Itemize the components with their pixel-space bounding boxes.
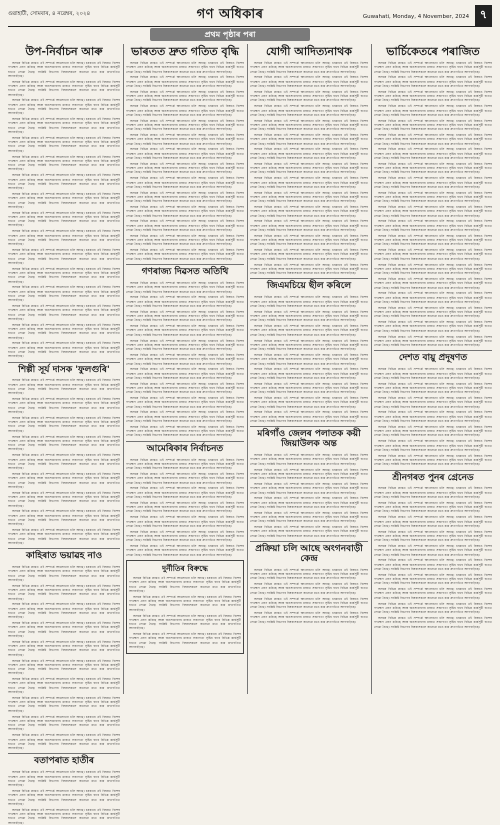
article-body: অসমৰ বিভিন্ন প্ৰান্তত এই সম্পৰ্কে আলোচনা চলি আছে। চৰকাৰে এই বিষয়ত বিশেষ পদক্ষেপ গ্ৰহণ কৰিছে আৰু জনসাধাৰণৰ মাজত সজাগতা সৃষ্টিৰ বাবে বিভিন্ন কাৰ্যসূচী হাতত লোৱা হৈছে। সংশ্লিষ্ট বিভাগৰ বিষয়াসকলে জনোৱা মতে কাম দ্ৰুতগতিত আগবাঢ়িছে। অসমৰ বিভিন্ন প্ৰান্তত এই সম্পৰ্কে আলোচনা চলি আছে। চৰকাৰে এই বিষয়ত বিশেষ পদক্ষেপ গ্ৰহণ কৰিছে আৰু জনসাধাৰণৰ মাজত সজাগতা সৃষ্টিৰ বাবে বিভিন্ন কাৰ্যসূচী হাতত লোৱা হৈছে। সংশ্লিষ্ট বিভাগৰ বিষয়াসকলে জনোৱা মতে কাম দ্ৰুতগতিত আগবাঢ়িছে। অসমৰ বিভিন্ন প্ৰান্তত এই সম্পৰ্কে আলোচনা চলি আছে। চৰকাৰে এই বিষয়ত বিশেষ পদক্ষেপ গ্ৰহণ কৰিছে আৰু জনসাধাৰণৰ মাজত সজাগতা সৃষ্টিৰ বাবে বিভিন্ন কাৰ্যসূচী হাতত লোৱা হৈছে। সংশ্লিষ্ট বিভাগৰ বিষয়াসকলে জনোৱা মতে কাম দ্ৰুতগতিত আগবাঢ়িছে। অসমৰ বিভিন্ন প্ৰান্তত এই সম্পৰ্কে আলোচনা চলি আছে। চৰকাৰে এই বিষয়ত বিশেষ পদক্ষেপ গ্ৰহণ কৰিছে আৰু জনসাধাৰণৰ মাজত সজাগতা সৃষ্টিৰ বাবে বিভিন্ন কাৰ্যসূচী হাতত লোৱা হৈছে। সংশ্লিষ্ট বিভাগৰ বিষয়াসকলে জনোৱা মতে কাম দ্ৰুতগতিত আগবাঢ়িছে। অসমৰ বিভিন্ন প্ৰান্তত এই সম্পৰ্কে আলোচনা চলি আছে। চৰকাৰে এই বিষয়ত বিশেষ পদক্ষেপ গ্ৰহণ কৰিছে আৰু জনসাধাৰণৰ মাজত সজাগতা সৃষ্টিৰ বাবে বিভিন্ন কাৰ্যসূচী হাতত লোৱা হৈছে। সংশ্লিষ্ট বিভাগৰ বিষয়াসকলে জনোৱা মতে কাম দ্ৰুতগতিত আগবাঢ়িছে। অসমৰ বিভিন্ন প্ৰান্তত এই সম্পৰ্কে আলোচনা চলি আছে। চৰকাৰে এই বিষয়ত বিশেষ পদক্ষেপ গ্ৰহণ কৰিছে আৰু জনসাধাৰণৰ মাজত সজাগতা সৃষ্টিৰ বাবে বিভিন্ন কাৰ্যসূচী হাতত লোৱা হৈছে। সংশ্লিষ্ট বিভাগৰ বিষয়াসকলে জনোৱা মতে কাম দ্ৰুতগতিত আগবাঢ়িছে। অসমৰ বিভিন্ন প্ৰান্তত এই সম্পৰ্কে আলোচনা চলি আছে। চৰকাৰে এই বিষয়ত বিশেষ পদক্ষেপ গ্ৰহণ কৰিছে আৰু জনসাধাৰণৰ মাজত সজাগতা সৃষ্টিৰ বাবে বিভিন্ন কাৰ্যসূচী হাতত লোৱা হৈছে। সংশ্লিষ্ট বিভাগৰ বিষয়াসকলে জনোৱা মতে কাম দ্ৰুতগতিত আগবাঢ়িছে। অসমৰ বিভিন্ন প্ৰান্তত এই সম্পৰ্কে আলোচনা চলি আছে। চৰকাৰে এই বিষয়ত বিশেষ পদক্ষেপ গ্ৰহণ কৰিছে আৰু জনসাধাৰণৰ মাজত সজাগতা সৃষ্টিৰ বাবে বিভিন্ন কাৰ্যসূচী হাতত লোৱা হৈছে। সংশ্লিষ্ট বিভাগৰ বিষয়াসকলে জনোৱা মতে কাম দ্ৰুতগতিত আগবাঢ়িছে। অসমৰ বিভিন্ন প্ৰান্তত এই সম্পৰ্কে আলোচনা চলি আছে। চৰকাৰে এই বিষয়ত বিশেষ পদক্ষেপ গ্ৰহণ কৰিছে আৰু জনসাধাৰণৰ মাজত সজাগতা সৃষ্টিৰ বাবে বিভিন্ন কাৰ্যসূচী হাতত লোৱা হৈছে। সংশ্লিষ্ট বিভাগৰ বিষয়াসকলে জনোৱা মতে কাম দ্ৰুতগতিত আগবাঢ়িছে। অসমৰ বিভিন্ন প্ৰান্তত এই সম্পৰ্কে আলোচনা চলি আছে। চৰকাৰে এই বিষয়ত বিশেষ পদক্ষেপ গ্ৰহণ কৰিছে আৰু জনসাধাৰণৰ মাজত সজাগতা সৃষ্টিৰ বাবে বিভিন্ন কাৰ্যসূচী হাতত লোৱা হৈছে। সংশ্লিষ্ট বিভাগৰ বিষয়াসকলে জনোৱা মতে কাম দ্ৰুতগতিত আগবাঢ়িছে। অসমৰ বিভিন্ন প্ৰান্তত এই সম্পৰ্কে আলোচনা চলি আছে। চৰকাৰে এই বিষয়ত বিশেষ পদক্ষেপ গ্ৰহণ কৰিছে আৰু জনসাধাৰণৰ মাজত সজাগতা সৃষ্টিৰ বাবে বিভিন্ন কাৰ্যসূচী হাতত লোৱা হৈছে। সংশ্লিষ্ট বিভাগৰ বিষয়াসকলে জনোৱা মতে কাম দ্ৰুতগতিত আগবাঢ়িছে। অসমৰ বিভিন্ন প্ৰান্তত এই সম্পৰ্কে আলোচনা চলি আছে। চৰকাৰে এই বিষয়ত বিশেষ পদক্ষেপ গ্ৰহণ কৰিছে আৰু জনসাধাৰণৰ মাজত সজাগতা সৃষ্টিৰ বাবে বিভিন্ন কাৰ্যসূচী হাতত লোৱা হৈছে। সংশ্লিষ্ট বিভাগৰ বিষয়াসকলে জনোৱা মতে কাম দ্ৰুতগতিত আগবাঢ়িছে। অসমৰ বিভিন্ন প্ৰান্তত এই সম্পৰ্কে আলোচনা চলি আছে। চৰকাৰে এই বিষয়ত বিশেষ পদক্ষেপ গ্ৰহণ কৰিছে আৰু জনসাধাৰণৰ মাজত সজাগতা সৃষ্টিৰ বাবে বিভিন্ন কাৰ্যসূচী হাতত লোৱা হৈছে। সংশ্লিষ্ট বিভাগৰ বিষয়াসকলে জনোৱা মতে কাম দ্ৰুতগতিত আগবাঢ়িছে। অসমৰ বিভিন্ন প্ৰান্তত এই সম্পৰ্কে আলোচনা চলি আছে। চৰকাৰে এই বিষয়ত বিশেষ পদক্ষেপ গ্ৰহণ কৰিছে আৰু জনসাধাৰণৰ মাজত সজাগতা সৃষ্টিৰ বাবে বিভিন্ন কাৰ্যসূচী হাতত লোৱা হৈছে। সংশ্লিষ্ট বিভাগৰ বিষয়াসকলে জনোৱা মতে কাম দ্ৰুতগতিত আগবাঢ়িছে। অসমৰ বিভিন্ন প্ৰান্তত এই সম্পৰ্কে আলোচনা চলি আছে। চৰকাৰে এই বিষয়ত বিশেষ পদক্ষেপ গ্ৰহণ কৰিছে আৰু জনসাধাৰণৰ মাজত সজাগতা সৃষ্টিৰ বাবে বিভিন্ন কাৰ্যসূচী হাতত লোৱা হৈছে। সংশ্লিষ্ট বিভাগৰ বিষয়াসকলে জনোৱা মতে কাম দ্ৰুতগতিত আগবাঢ়িছে। অসমৰ বিভিন্ন প্ৰান্তত এই সম্পৰ্কে আলোচনা চলি আছে। চৰকাৰে এই বিষয়ত বিশেষ পদক্ষেপ গ্ৰহণ কৰিছে আৰু জনসাধাৰণৰ মাজত সজাগতা সৃষ্টিৰ বাবে বিভিন্ন কাৰ্যসূচী হাতত লোৱা হৈছে। সংশ্লিষ্ট বিভাগৰ বিষয়াসকলে জনোৱা মতে কাম দ্ৰুতগতিত আগবাঢ়িছে। অসমৰ বিভিন্ন প্ৰান্তত এই সম্পৰ্কে আলোচনা চলি আছে। চৰকাৰে এই বিষয়ত বিশেষ পদক্ষেপ গ্ৰহণ কৰিছে আৰু জনসাধাৰণৰ মাজত সজাগতা সৃষ্টিৰ বাবে বিভিন্ন কাৰ্যসূচী হাতত লোৱা হৈছে। সংশ্লিষ্ট বিভাগৰ বিষয়াসকলে জনোৱা মতে কাম দ্ৰুতগতিত আগবাঢ়িছে। অসমৰ বিভিন্ন প্ৰান্তত এই সম্পৰ্কে আলোচনা চলি আছে। চৰকাৰে এই বিষয়ত বিশেষ পদক্ষেপ গ্ৰহণ কৰিছে আৰু জনসাধাৰণৰ মাজত সজাগতা সৃষ্টিৰ বাবে বিভিন্ন কাৰ্যসূচী হাতত লোৱা হৈছে। সংশ্লিষ্ট বিভাগৰ বিষয়াসকলে জনোৱা মতে কাম দ্ৰুতগতিত আগবাঢ়িছে। অসমৰ বিভিন্ন প্ৰান্তত এই সম্পৰ্কে আলোচনা চলি আছে। চৰকাৰে এই বিষয়ত বিশেষ পদক্ষেপ গ্ৰহণ কৰিছে আৰু জনসাধাৰণৰ মাজত সজাগতা সৃষ্টিৰ বাবে বিভিন্ন কাৰ্যসূচী হাতত লোৱা হৈছে। সংশ্লিষ্ট বিভাগৰ বিষয়াসকলে জনোৱা মতে কাম দ্ৰুতগতিত আগবাঢ়িছে। অসমৰ বিভিন্ন প্ৰান্তত এই সম্পৰ্কে আলোচনা চলি আছে। চৰকাৰে এই বিষয়ত বিশেষ পদক্ষেপ গ্ৰহণ কৰিছে আৰু জনসাধাৰণৰ মাজত সজাগতা সৃষ্টিৰ বাবে বিভিন্ন কাৰ্যসূচী হাতত লোৱা হৈছে। সংশ্লিষ্ট বিভাগৰ বিষয়াসকলে জনোৱা মতে কাম দ্ৰুতগতিত আগবাঢ়িছে।: [374, 61, 492, 348]
article-body: অসমৰ বিভিন্ন প্ৰান্তত এই সম্পৰ্কে আলোচনা চলি আছে। চৰকাৰে এই বিষয়ত বিশেষ পদক্ষেপ গ্ৰহণ কৰিছে আৰু জনসাধাৰণৰ মাজত সজাগতা সৃষ্টিৰ বাবে বিভিন্ন কাৰ্যসূচী হাতত লোৱা হৈছে। সংশ্লিষ্ট বিভাগৰ বিষয়াসকলে জনোৱা মতে কাম দ্ৰুতগতিত আগবাঢ়িছে। অসমৰ বিভিন্ন প্ৰান্তত এই সম্পৰ্কে আলোচনা চলি আছে। চৰকাৰে এই বিষয়ত বিশেষ পদক্ষেপ গ্ৰহণ কৰিছে আৰু জনসাধাৰণৰ মাজত সজাগতা সৃষ্টিৰ বাবে বিভিন্ন কাৰ্যসূচী হাতত লোৱা হৈছে। সংশ্লিষ্ট বিভাগৰ বিষয়াসকলে জনোৱা মতে কাম দ্ৰুতগতিত আগবাঢ়িছে। অসমৰ বিভিন্ন প্ৰান্তত এই সম্পৰ্কে আলোচনা চলি আছে। চৰকাৰে এই বিষয়ত বিশেষ পদক্ষেপ গ্ৰহণ কৰিছে আৰু জনসাধাৰণৰ মাজত সজাগতা সৃষ্টিৰ বাবে বিভিন্ন কাৰ্যসূচী হাতত লোৱা হৈছে। সংশ্লিষ্ট বিভাগৰ বিষয়াসকলে জনোৱা মতে কাম দ্ৰুতগতিত আগবাঢ়িছে। অসমৰ বিভিন্ন প্ৰান্তত এই সম্পৰ্কে আলোচনা চলি আছে। চৰকাৰে এই বিষয়ত বিশেষ পদক্ষেপ গ্ৰহণ কৰিছে আৰু জনসাধাৰণৰ মাজত সজাগতা সৃষ্টিৰ বাবে বিভিন্ন কাৰ্যসূচী হাতত লোৱা হৈছে। সংশ্লিষ্ট বিভাগৰ বিষয়াসকলে জনোৱা মতে কাম দ্ৰুতগতিত আগবাঢ়িছে। অসমৰ বিভিন্ন প্ৰান্তত এই সম্পৰ্কে আলোচনা চলি আছে। চৰকাৰে এই বিষয়ত বিশেষ পদক্ষেপ গ্ৰহণ কৰিছে আৰু জনসাধাৰণৰ মাজত সজাগতা সৃষ্টিৰ বাবে বিভিন্ন কাৰ্যসূচী হাতত লোৱা হৈছে। সংশ্লিষ্ট বিভাগৰ বিষয়াসকলে জনোৱা মতে কাম দ্ৰুতগতিত আগবাঢ়িছে। অসমৰ বিভিন্ন প্ৰান্তত এই সম্পৰ্কে আলোচনা চলি আছে। চৰকাৰে এই বিষয়ত বিশেষ পদক্ষেপ গ্ৰহণ কৰিছে আৰু জনসাধাৰণৰ মাজত সজাগতা সৃষ্টিৰ বাবে বিভিন্ন কাৰ্যসূচী হাতত লোৱা হৈছে। সংশ্লিষ্ট বিভাগৰ বিষয়াসকলে জনোৱা মতে কাম দ্ৰুতগতিত আগবাঢ়িছে। অসমৰ বিভিন্ন প্ৰান্তত এই সম্পৰ্কে আলোচনা চলি আছে। চৰকাৰে এই বিষয়ত বিশেষ পদক্ষেপ গ্ৰহণ কৰিছে আৰু জনসাধাৰণৰ মাজত সজাগতা সৃষ্টিৰ বাবে বিভিন্ন কাৰ্যসূচী হাতত লোৱা হৈছে। সংশ্লিষ্ট বিভাগৰ বিষয়াসকলে জনোৱা মতে কাম দ্ৰুতগতিত আগবাঢ়িছে। অসমৰ বিভিন্ন প্ৰান্তত এই সম্পৰ্কে আলোচনা চলি আছে। চৰকাৰে এই বিষয়ত বিশেষ পদক্ষেপ গ্ৰহণ কৰিছে আৰু জনসাধাৰণৰ মাজত সজাগতা সৃষ্টিৰ বাবে বিভিন্ন কাৰ্যসূচী হাতত লোৱা হৈছে। সংশ্লিষ্ট বিভাগৰ বিষয়াসকলে জনোৱা মতে কাম দ্ৰুতগতিত আগবাঢ়িছে। অসমৰ বিভিন্ন প্ৰান্তত এই সম্পৰ্কে আলোচনা চলি আছে। চৰকাৰে এই বিষয়ত বিশেষ পদক্ষেপ গ্ৰহণ কৰিছে আৰু জনসাধাৰণৰ মাজত সজাগতা সৃষ্টিৰ বাবে বিভিন্ন কাৰ্যসূচী হাতত লোৱা হৈছে। সংশ্লিষ্ট বিভাগৰ বিষয়াসকলে জনোৱা মতে কাম দ্ৰুতগতিত আগবাঢ়িছে। অসমৰ বিভিন্ন প্ৰান্তত এই সম্পৰ্কে আলোচনা চলি আছে। চৰকাৰে এই বিষয়ত বিশেষ পদক্ষেপ গ্ৰহণ কৰিছে আৰু জনসাধাৰণৰ মাজত সজাগতা সৃষ্টিৰ বাবে বিভিন্ন কাৰ্যসূচী হাতত লোৱা হৈছে। সংশ্লিষ্ট বিভাগৰ বিষয়াসকলে জনোৱা মতে কাম দ্ৰুতগতিত আগবাঢ়িছে। অসমৰ বিভিন্ন প্ৰান্তত এই সম্পৰ্কে আলোচনা চলি আছে। চৰকাৰে এই বিষয়ত বিশেষ পদক্ষেপ গ্ৰহণ কৰিছে আৰু জনসাধাৰণৰ মাজত সজাগতা সৃষ্টিৰ বাবে বিভিন্ন কাৰ্যসূচী হাতত লোৱা হৈছে। সংশ্লিষ্ট বিভাগৰ বিষয়াসকলে জনোৱা মতে কাম দ্ৰুতগতিত আগবাঢ়িছে। অসমৰ বিভিন্ন প্ৰান্তত এই সম্পৰ্কে আলোচনা চলি আছে। চৰকাৰে এই বিষয়ত বিশেষ পদক্ষেপ গ্ৰহণ কৰিছে আৰু জনসাধাৰণৰ মাজত সজাগতা সৃষ্টিৰ বাবে বিভিন্ন কাৰ্যসূচী হাতত লোৱা হৈছে। সংশ্লিষ্ট বিভাগৰ বিষয়াসকলে জনোৱা মতে কাম দ্ৰুতগতিত আগবাঢ়িছে। অসমৰ বিভিন্ন প্ৰান্তত এই সম্পৰ্কে আলোচনা চলি আছে। চৰকাৰে এই বিষয়ত বিশেষ পদক্ষেপ গ্ৰহণ কৰিছে আৰু জনসাধাৰণৰ মাজত সজাগতা সৃষ্টিৰ বাবে বিভিন্ন কাৰ্যসূচী হাতত লোৱা হৈছে। সংশ্লিষ্ট বিভাগৰ বিষয়াসকলে জনোৱা মতে কাম দ্ৰুতগতিত আগবাঢ়িছে। অসমৰ বিভিন্ন প্ৰান্তত এই সম্পৰ্কে আলোচনা চলি আছে। চৰকাৰে এই বিষয়ত বিশেষ পদক্ষেপ গ্ৰহণ কৰিছে আৰু জনসাধাৰণৰ মাজত সজাগতা সৃষ্টিৰ বাবে বিভিন্ন কাৰ্যসূচী হাতত লোৱা হৈছে। সংশ্লিষ্ট বিভাগৰ বিষয়াসকলে জনোৱা মতে কাম দ্ৰুতগতিত আগবাঢ়িছে।: [126, 61, 244, 261]
headline-defeated: ভাৰ্চিকেতৰে পৰাজিত: [386, 45, 480, 58]
article-body: অসমৰ বিভিন্ন প্ৰান্তত এই সম্পৰ্কে আলোচনা চলি আছে। চৰকাৰে এই বিষয়ত বিশেষ পদক্ষেপ গ্ৰহণ কৰিছে আৰু জনসাধাৰণৰ মাজত সজাগতা সৃষ্টিৰ বাবে বিভিন্ন কাৰ্যসূচী হাতত লোৱা হৈছে। সংশ্লিষ্ট বিভাগৰ বিষয়াসকলে জনোৱা মতে কাম দ্ৰুতগতিত আগবাঢ়িছে। অসমৰ বিভিন্ন প্ৰান্তত এই সম্পৰ্কে আলোচনা চলি আছে। চৰকাৰে এই বিষয়ত বিশেষ পদক্ষেপ গ্ৰহণ কৰিছে আৰু জনসাধাৰণৰ মাজত সজাগতা সৃষ্টিৰ বাবে বিভিন্ন কাৰ্যসূচী হাতত লোৱা হৈছে। সংশ্লিষ্ট বিভাগৰ বিষয়াসকলে জনোৱা মতে কাম দ্ৰুতগতিত আগবাঢ়িছে। অসমৰ বিভিন্ন প্ৰান্তত এই সম্পৰ্কে আলোচনা চলি আছে। চৰকাৰে এই বিষয়ত বিশেষ পদক্ষেপ গ্ৰহণ কৰিছে আৰু জনসাধাৰণৰ মাজত সজাগতা সৃষ্টিৰ বাবে বিভিন্ন কাৰ্যসূচী হাতত লোৱা হৈছে। সংশ্লিষ্ট বিভাগৰ বিষয়াসকলে জনোৱা মতে কাম দ্ৰুতগতিত আগবাঢ়িছে। অসমৰ বিভিন্ন প্ৰান্তত এই সম্পৰ্কে আলোচনা চলি আছে। চৰকাৰে এই বিষয়ত বিশেষ পদক্ষেপ গ্ৰহণ কৰিছে আৰু জনসাধাৰণৰ মাজত সজাগতা সৃষ্টিৰ বাবে বিভিন্ন কাৰ্যসূচী হাতত লোৱা হৈছে। সংশ্লিষ্ট বিভাগৰ বিষয়াসকলে জনোৱা মতে কাম দ্ৰুতগতিত আগবাঢ়িছে। অসমৰ বিভিন্ন প্ৰান্তত এই সম্পৰ্কে আলোচনা চলি আছে। চৰকাৰে এই বিষয়ত বিশেষ পদক্ষেপ গ্ৰহণ কৰিছে আৰু জনসাধাৰণৰ মাজত সজাগতা সৃষ্টিৰ বাবে বিভিন্ন কাৰ্যসূচী হাতত লোৱা হৈছে। সংশ্লিষ্ট বিভাগৰ বিষয়াসকলে জনোৱা মতে কাম দ্ৰুতগতিত আগবাঢ়িছে। অসমৰ বিভিন্ন প্ৰান্তত এই সম্পৰ্কে আলোচনা চলি আছে। চৰকাৰে এই বিষয়ত বিশেষ পদক্ষেপ গ্ৰহণ কৰিছে আৰু জনসাধাৰণৰ মাজত সজাগতা সৃষ্টিৰ বাবে বিভিন্ন কাৰ্যসূচী হাতত লোৱা হৈছে। সংশ্লিষ্ট বিভাগৰ বিষয়াসকলে জনোৱা মতে কাম দ্ৰুতগতিত আগবাঢ়িছে। অসমৰ বিভিন্ন প্ৰান্তত এই সম্পৰ্কে আলোচনা চলি আছে। চৰকাৰে এই বিষয়ত বিশেষ পদক্ষেপ গ্ৰহণ কৰিছে আৰু জনসাধাৰণৰ মাজত সজাগতা সৃষ্টিৰ বাবে বিভিন্ন কাৰ্যসূচী হাতত লোৱা হৈছে। সংশ্লিষ্ট বিভাগৰ বিষয়াসকলে জনোৱা মতে কাম দ্ৰুতগতিত আগবাঢ়িছে। অসমৰ বিভিন্ন প্ৰান্তত এই সম্পৰ্কে আলোচনা চলি আছে। চৰকাৰে এই বিষয়ত বিশেষ পদক্ষেপ গ্ৰহণ কৰিছে আৰু জনসাধাৰণৰ মাজত সজাগতা সৃষ্টিৰ বাবে বিভিন্ন কাৰ্যসূচী হাতত লোৱা হৈছে। সংশ্লিষ্ট বিভাগৰ বিষয়াসকলে জনোৱা মতে কাম দ্ৰুতগতিত আগবাঢ়িছে। অসমৰ বিভিন্ন প্ৰান্তত এই সম্পৰ্কে আলোচনা চলি আছে। চৰকাৰে এই বিষয়ত বিশেষ পদক্ষেপ গ্ৰহণ কৰিছে আৰু জনসাধাৰণৰ মাজত সজাগতা সৃষ্টিৰ বাবে বিভিন্ন কাৰ্যসূচী হাতত লোৱা হৈছে। সংশ্লিষ্ট বিভাগৰ বিষয়াসকলে জনোৱা মতে কাম দ্ৰুতগতিত আগবাঢ়িছে।: [250, 295, 368, 424]
divider: [374, 350, 492, 351]
boxed-article: [126, 560, 244, 654]
column-3: [250, 44, 368, 694]
headline-boat: কাহিৰাত ভয়াৱহ নাও: [25, 551, 103, 562]
column-rule: [371, 44, 372, 694]
article-body: অসমৰ বিভিন্ন প্ৰান্তত এই সম্পৰ্কে আলোচনা চলি আছে। চৰকাৰে এই বিষয়ত বিশেষ পদক্ষেপ গ্ৰহণ কৰিছে আৰু জনসাধাৰণৰ মাজত সজাগতা সৃষ্টিৰ বাবে বিভিন্ন কাৰ্যসূচী হাতত লোৱা হৈছে। সংশ্লিষ্ট বিভাগৰ বিষয়াসকলে জনোৱা মতে কাম দ্ৰুতগতিত আগবাঢ়িছে। অসমৰ বিভিন্ন প্ৰান্তত এই সম্পৰ্কে আলোচনা চলি আছে। চৰকাৰে এই বিষয়ত বিশেষ পদক্ষেপ গ্ৰহণ কৰিছে আৰু জনসাধাৰণৰ মাজত সজাগতা সৃষ্টিৰ বাবে বিভিন্ন কাৰ্যসূচী হাতত লোৱা হৈছে। সংশ্লিষ্ট বিভাগৰ বিষয়াসকলে জনোৱা মতে কাম দ্ৰুতগতিত আগবাঢ়িছে। অসমৰ বিভিন্ন প্ৰান্তত এই সম্পৰ্কে আলোচনা চলি আছে। চৰকাৰে এই বিষয়ত বিশেষ পদক্ষেপ গ্ৰহণ কৰিছে আৰু জনসাধাৰণৰ মাজত সজাগতা সৃষ্টিৰ বাবে বিভিন্ন কাৰ্যসূচী হাতত লোৱা হৈছে। সংশ্লিষ্ট বিভাগৰ বিষয়াসকলে জনোৱা মতে কাম দ্ৰুতগতিত আগবাঢ়িছে।: [8, 770, 120, 825]
headline-by-election: উপ-নিৰ্বাচন আৰু: [25, 45, 103, 58]
column-rule: [247, 44, 248, 694]
article-body: অসমৰ বিভিন্ন প্ৰান্তত এই সম্পৰ্কে আলোচনা চলি আছে। চৰকাৰে এই বিষয়ত বিশেষ পদক্ষেপ গ্ৰহণ কৰিছে আৰু জনসাধাৰণৰ মাজত সজাগতা সৃষ্টিৰ বাবে বিভিন্ন কাৰ্যসূচী হাতত লোৱা হৈছে। সংশ্লিষ্ট বিভাগৰ বিষয়াসকলে জনোৱা মতে কাম দ্ৰুতগতিত আগবাঢ়িছে। অসমৰ বিভিন্ন প্ৰান্তত এই সম্পৰ্কে আলোচনা চলি আছে। চৰকাৰে এই বিষয়ত বিশেষ পদক্ষেপ গ্ৰহণ কৰিছে আৰু জনসাধাৰণৰ মাজত সজাগতা সৃষ্টিৰ বাবে বিভিন্ন কাৰ্যসূচী হাতত লোৱা হৈছে। সংশ্লিষ্ট বিভাগৰ বিষয়াসকলে জনোৱা মতে কাম দ্ৰুতগতিত আগবাঢ়িছে। অসমৰ বিভিন্ন প্ৰান্তত এই সম্পৰ্কে আলোচনা চলি আছে। চৰকাৰে এই বিষয়ত বিশেষ পদক্ষেপ গ্ৰহণ কৰিছে আৰু জনসাধাৰণৰ মাজত সজাগতা সৃষ্টিৰ বাবে বিভিন্ন কাৰ্যসূচী হাতত লোৱা হৈছে। সংশ্লিষ্ট বিভাগৰ বিষয়াসকলে জনোৱা মতে কাম দ্ৰুতগতিত আগবাঢ়িছে। অসমৰ বিভিন্ন প্ৰান্তত এই সম্পৰ্কে আলোচনা চলি আছে। চৰকাৰে এই বিষয়ত বিশেষ পদক্ষেপ গ্ৰহণ কৰিছে আৰু জনসাধাৰণৰ মাজত সজাগতা সৃষ্টিৰ বাবে বিভিন্ন কাৰ্যসূচী হাতত লোৱা হৈছে। সংশ্লিষ্ট বিভাগৰ বিষয়াসকলে জনোৱা মতে কাম দ্ৰুতগতিত আগবাঢ়িছে। অসমৰ বিভিন্ন প্ৰান্তত এই সম্পৰ্কে আলোচনা চলি আছে। চৰকাৰে এই বিষয়ত বিশেষ পদক্ষেপ গ্ৰহণ কৰিছে আৰু জনসাধাৰণৰ মাজত সজাগতা সৃষ্টিৰ বাবে বিভিন্ন কাৰ্যসূচী হাতত লোৱা হৈছে। সংশ্লিষ্ট বিভাগৰ বিষয়াসকলে জনোৱা মতে কাম দ্ৰুতগতিত আগবাঢ়িছে। অসমৰ বিভিন্ন প্ৰান্তত এই সম্পৰ্কে আলোচনা চলি আছে। চৰকাৰে এই বিষয়ত বিশেষ পদক্ষেপ গ্ৰহণ কৰিছে আৰু জনসাধাৰণৰ মাজত সজাগতা সৃষ্টিৰ বাবে বিভিন্ন কাৰ্যসূচী হাতত লোৱা হৈছে। সংশ্লিষ্ট বিভাগৰ বিষয়াসকলে জনোৱা মতে কাম দ্ৰুতগতিত আগবাঢ়িছে। অসমৰ বিভিন্ন প্ৰান্তত এই সম্পৰ্কে আলোচনা চলি আছে। চৰকাৰে এই বিষয়ত বিশেষ পদক্ষেপ গ্ৰহণ কৰিছে আৰু জনসাধাৰণৰ মাজত সজাগতা সৃষ্টিৰ বাবে বিভিন্ন কাৰ্যসূচী হাতত লোৱা হৈছে। সংশ্লিষ্ট বিভাগৰ বিষয়াসকলে জনোৱা মতে কাম দ্ৰুতগতিত আগবাঢ়িছে। অসমৰ বিভিন্ন প্ৰান্তত এই সম্পৰ্কে আলোচনা চলি আছে। চৰকাৰে এই বিষয়ত বিশেষ পদক্ষেপ গ্ৰহণ কৰিছে আৰু জনসাধাৰণৰ মাজত সজাগতা সৃষ্টিৰ বাবে বিভিন্ন কাৰ্যসূচী হাতত লোৱা হৈছে। সংশ্লিষ্ট বিভাগৰ বিষয়াসকলে জনোৱা মতে কাম দ্ৰুতগতিত আগবাঢ়িছে। অসমৰ বিভিন্ন প্ৰান্তত এই সম্পৰ্কে আলোচনা চলি আছে। চৰকাৰে এই বিষয়ত বিশেষ পদক্ষেপ গ্ৰহণ কৰিছে আৰু জনসাধাৰণৰ মাজত সজাগতা সৃষ্টিৰ বাবে বিভিন্ন কাৰ্যসূচী হাতত লোৱা হৈছে। সংশ্লিষ্ট বিভাগৰ বিষয়াসকলে জনোৱা মতে কাম দ্ৰুতগতিত আগবাঢ়িছে। অসমৰ বিভিন্ন প্ৰান্তত এই সম্পৰ্কে আলোচনা চলি আছে। চৰকাৰে এই বিষয়ত বিশেষ পদক্ষেপ গ্ৰহণ কৰিছে আৰু জনসাধাৰণৰ মাজত সজাগতা সৃষ্টিৰ বাবে বিভিন্ন কাৰ্যসূচী হাতত লোৱা হৈছে। সংশ্লিষ্ট বিভাগৰ বিষয়াসকলে জনোৱা মতে কাম দ্ৰুতগতিত আগবাঢ়িছে। অসমৰ বিভিন্ন প্ৰান্তত এই সম্পৰ্কে আলোচনা চলি আছে। চৰকাৰে এই বিষয়ত বিশেষ পদক্ষেপ গ্ৰহণ কৰিছে আৰু জনসাধাৰণৰ মাজত সজাগতা সৃষ্টিৰ বাবে বিভিন্ন কাৰ্যসূচী হাতত লোৱা হৈছে। সংশ্লিষ্ট বিভাগৰ বিষয়াসকলে জনোৱা মতে কাম দ্ৰুতগতিত আগবাঢ়িছে। অসমৰ বিভিন্ন প্ৰান্তত এই সম্পৰ্কে আলোচনা চলি আছে। চৰকাৰে এই বিষয়ত বিশেষ পদক্ষেপ গ্ৰহণ কৰিছে আৰু জনসাধাৰণৰ মাজত সজাগতা সৃষ্টিৰ বাবে বিভিন্ন কাৰ্যসূচী হাতত লোৱা হৈছে। সংশ্লিষ্ট বিভাগৰ বিষয়াসকলে জনোৱা মতে কাম দ্ৰুতগতিত আগবাঢ়িছে। অসমৰ বিভিন্ন প্ৰান্তত এই সম্পৰ্কে আলোচনা চলি আছে। চৰকাৰে এই বিষয়ত বিশেষ পদক্ষেপ গ্ৰহণ কৰিছে আৰু জনসাধাৰণৰ মাজত সজাগতা সৃষ্টিৰ বাবে বিভিন্ন কাৰ্যসূচী হাতত লোৱা হৈছে। সংশ্লিষ্ট বিভাগৰ বিষয়াসকলে জনোৱা মতে কাম দ্ৰুতগতিত আগবাঢ়িছে। অসমৰ বিভিন্ন প্ৰান্তত এই সম্পৰ্কে আলোচনা চলি আছে। চৰকাৰে এই বিষয়ত বিশেষ পদক্ষেপ গ্ৰহণ কৰিছে আৰু জনসাধাৰণৰ মাজত সজাগতা সৃষ্টিৰ বাবে বিভিন্ন কাৰ্যসূচী হাতত লোৱা হৈছে। সংশ্লিষ্ট বিভাগৰ বিষয়াসকলে জনোৱা মতে কাম দ্ৰুতগতিত আগবাঢ়িছে। অসমৰ বিভিন্ন প্ৰান্তত এই সম্পৰ্কে আলোচনা চলি আছে। চৰকাৰে এই বিষয়ত বিশেষ পদক্ষেপ গ্ৰহণ কৰিছে আৰু জনসাধাৰণৰ মাজত সজাগতা সৃষ্টিৰ বাবে বিভিন্ন কাৰ্যসূচী হাতত লোৱা হৈছে। সংশ্লিষ্ট বিভাগৰ বিষয়াসকলে জনোৱা মতে কাম দ্ৰুতগতিত আগবাঢ়িছে।: [250, 61, 368, 276]
column-rule: [123, 44, 124, 694]
headline-gmc-seal: জিএমচিয়ে ছীল কৰিলে: [266, 281, 352, 292]
column-4: [374, 44, 492, 694]
headline-prisoner: মৰিগাঁও জেলৰ পলাতক কয়ী জিয়াউলক অন্ত: [257, 429, 361, 450]
article-body: অসমৰ বিভিন্ন প্ৰান্তত এই সম্পৰ্কে আলোচনা চলি আছে। চৰকাৰে এই বিষয়ত বিশেষ পদক্ষেপ গ্ৰহণ কৰিছে আৰু জনসাধাৰণৰ মাজত সজাগতা সৃষ্টিৰ বাবে বিভিন্ন কাৰ্যসূচী হাতত লোৱা হৈছে। সংশ্লিষ্ট বিভাগৰ বিষয়াসকলে জনোৱা মতে কাম দ্ৰুতগতিত আগবাঢ়িছে। অসমৰ বিভিন্ন প্ৰান্তত এই সম্পৰ্কে আলোচনা চলি আছে। চৰকাৰে এই বিষয়ত বিশেষ পদক্ষেপ গ্ৰহণ কৰিছে আৰু জনসাধাৰণৰ মাজত সজাগতা সৃষ্টিৰ বাবে বিভিন্ন কাৰ্যসূচী হাতত লোৱা হৈছে। সংশ্লিষ্ট বিভাগৰ বিষয়াসকলে জনোৱা মতে কাম দ্ৰুতগতিত আগবাঢ়িছে। অসমৰ বিভিন্ন প্ৰান্তত এই সম্পৰ্কে আলোচনা চলি আছে। চৰকাৰে এই বিষয়ত বিশেষ পদক্ষেপ গ্ৰহণ কৰিছে আৰু জনসাধাৰণৰ মাজত সজাগতা সৃষ্টিৰ বাবে বিভিন্ন কাৰ্যসূচী হাতত লোৱা হৈছে। সংশ্লিষ্ট বিভাগৰ বিষয়াসকলে জনোৱা মতে কাম দ্ৰুতগতিত আগবাঢ়িছে। অসমৰ বিভিন্ন প্ৰান্তত এই সম্পৰ্কে আলোচনা চলি আছে। চৰকাৰে এই বিষয়ত বিশেষ পদক্ষেপ গ্ৰহণ কৰিছে আৰু জনসাধাৰণৰ মাজত সজাগতা সৃষ্টিৰ বাবে বিভিন্ন কাৰ্যসূচী হাতত লোৱা হৈছে। সংশ্লিষ্ট বিভাগৰ বিষয়াসকলে জনোৱা মতে কাম দ্ৰুতগতিত আগবাঢ়িছে। অসমৰ বিভিন্ন প্ৰান্তত এই সম্পৰ্কে আলোচনা চলি আছে। চৰকাৰে এই বিষয়ত বিশেষ পদক্ষেপ গ্ৰহণ কৰিছে আৰু জনসাধাৰণৰ মাজত সজাগতা সৃষ্টিৰ বাবে বিভিন্ন কাৰ্যসূচী হাতত লোৱা হৈছে। সংশ্লিষ্ট বিভাগৰ বিষয়াসকলে জনোৱা মতে কাম দ্ৰুতগতিত আগবাঢ়িছে। অসমৰ বিভিন্ন প্ৰান্তত এই সম্পৰ্কে আলোচনা চলি আছে। চৰকাৰে এই বিষয়ত বিশেষ পদক্ষেপ গ্ৰহণ কৰিছে আৰু জনসাধাৰণৰ মাজত সজাগতা সৃষ্টিৰ বাবে বিভিন্ন কাৰ্যসূচী হাতত লোৱা হৈছে। সংশ্লিষ্ট বিভাগৰ বিষয়াসকলে জনোৱা মতে কাম দ্ৰুতগতিত আগবাঢ়িছে। অসমৰ বিভিন্ন প্ৰান্তত এই সম্পৰ্কে আলোচনা চলি আছে। চৰকাৰে এই বিষয়ত বিশেষ পদক্ষেপ গ্ৰহণ কৰিছে আৰু জনসাধাৰণৰ মাজত সজাগতা সৃষ্টিৰ বাবে বিভিন্ন কাৰ্যসূচী হাতত লোৱা হৈছে। সংশ্লিষ্ট বিভাগৰ বিষয়াসকলে জনোৱা মতে কাম দ্ৰুতগতিত আগবাঢ়িছে। অসমৰ বিভিন্ন প্ৰান্তত এই সম্পৰ্কে আলোচনা চলি আছে। চৰকাৰে এই বিষয়ত বিশেষ পদক্ষেপ গ্ৰহণ কৰিছে আৰু জনসাধাৰণৰ মাজত সজাগতা সৃষ্টিৰ বাবে বিভিন্ন কাৰ্যসূচী হাতত লোৱা হৈছে। সংশ্লিষ্ট বিভাগৰ বিষয়াসকলে জনোৱা মতে কাম দ্ৰুতগতিত আগবাঢ়িছে। অসমৰ বিভিন্ন প্ৰান্তত এই সম্পৰ্কে আলোচনা চলি আছে। চৰকাৰে এই বিষয়ত বিশেষ পদক্ষেপ গ্ৰহণ কৰিছে আৰু জনসাধাৰণৰ মাজত সজাগতা সৃষ্টিৰ বাবে বিভিন্ন কাৰ্যসূচী হাতত লোৱা হৈছে। সংশ্লিষ্ট বিভাগৰ বিষয়াসকলে জনোৱা মতে কাম দ্ৰুতগতিত আগবাঢ়িছে। অসমৰ বিভিন্ন প্ৰান্তত এই সম্পৰ্কে আলোচনা চলি আছে। চৰকাৰে এই বিষয়ত বিশেষ পদক্ষেপ গ্ৰহণ কৰিছে আৰু জনসাধাৰণৰ মাজত সজাগতা সৃষ্টিৰ বাবে বিভিন্ন কাৰ্যসূচী হাতত লোৱা হৈছে। সংশ্লিষ্ট বিভাগৰ বিষয়াসকলে জনোৱা মতে কাম দ্ৰুতগতিত আগবাঢ়িছে।: [374, 486, 492, 629]
masthead-title: গণ অধিকাৰ: [196, 6, 264, 22]
header-date-english-text: Guwahati, Monday, 4 November, 2024: [362, 13, 470, 20]
headline-elephant: বতাপৰাত হাতীৰ: [34, 756, 94, 767]
article-body: অসমৰ বিভিন্ন প্ৰান্তত এই সম্পৰ্কে আলোচনা চলি আছে। চৰকাৰে এই বিষয়ত বিশেষ পদক্ষেপ গ্ৰহণ কৰিছে আৰু জনসাধাৰণৰ মাজত সজাগতা সৃষ্টিৰ বাবে বিভিন্ন কাৰ্যসূচী হাতত লোৱা হৈছে। সংশ্লিষ্ট বিভাগৰ বিষয়াসকলে জনোৱা মতে কাম দ্ৰুতগতিত আগবাঢ়িছে। অসমৰ বিভিন্ন প্ৰান্তত এই সম্পৰ্কে আলোচনা চলি আছে। চৰকাৰে এই বিষয়ত বিশেষ পদক্ষেপ গ্ৰহণ কৰিছে আৰু জনসাধাৰণৰ মাজত সজাগতা সৃষ্টিৰ বাবে বিভিন্ন কাৰ্যসূচী হাতত লোৱা হৈছে। সংশ্লিষ্ট বিভাগৰ বিষয়াসকলে জনোৱা মতে কাম দ্ৰুতগতিত আগবাঢ়িছে। অসমৰ বিভিন্ন প্ৰান্তত এই সম্পৰ্কে আলোচনা চলি আছে। চৰকাৰে এই বিষয়ত বিশেষ পদক্ষেপ গ্ৰহণ কৰিছে আৰু জনসাধাৰণৰ মাজত সজাগতা সৃষ্টিৰ বাবে বিভিন্ন কাৰ্যসূচী হাতত লোৱা হৈছে। সংশ্লিষ্ট বিভাগৰ বিষয়াসকলে জনোৱা মতে কাম দ্ৰুতগতিত আগবাঢ়িছে। অসমৰ বিভিন্ন প্ৰান্তত এই সম্পৰ্কে আলোচনা চলি আছে। চৰকাৰে এই বিষয়ত বিশেষ পদক্ষেপ গ্ৰহণ কৰিছে আৰু জনসাধাৰণৰ মাজত সজাগতা সৃষ্টিৰ বাবে বিভিন্ন কাৰ্যসূচী হাতত লোৱা হৈছে। সংশ্লিষ্ট বিভাগৰ বিষয়াসকলে জনোৱা মতে কাম দ্ৰুতগতিত আগবাঢ়িছে।: [129, 576, 241, 650]
divider: [8, 753, 120, 754]
article-body: অসমৰ বিভিন্ন প্ৰান্তত এই সম্পৰ্কে আলোচনা চলি আছে। চৰকাৰে এই বিষয়ত বিশেষ পদক্ষেপ গ্ৰহণ কৰিছে আৰু জনসাধাৰণৰ মাজত সজাগতা সৃষ্টিৰ বাবে বিভিন্ন কাৰ্যসূচী হাতত লোৱা হৈছে। সংশ্লিষ্ট বিভাগৰ বিষয়াসকলে জনোৱা মতে কাম দ্ৰুতগতিত আগবাঢ়িছে। অসমৰ বিভিন্ন প্ৰান্তত এই সম্পৰ্কে আলোচনা চলি আছে। চৰকাৰে এই বিষয়ত বিশেষ পদক্ষেপ গ্ৰহণ কৰিছে আৰু জনসাধাৰণৰ মাজত সজাগতা সৃষ্টিৰ বাবে বিভিন্ন কাৰ্যসূচী হাতত লোৱা হৈছে। সংশ্লিষ্ট বিভাগৰ বিষয়াসকলে জনোৱা মতে কাম দ্ৰুতগতিত আগবাঢ়িছে। অসমৰ বিভিন্ন প্ৰান্তত এই সম্পৰ্কে আলোচনা চলি আছে। চৰকাৰে এই বিষয়ত বিশেষ পদক্ষেপ গ্ৰহণ কৰিছে আৰু জনসাধাৰণৰ মাজত সজাগতা সৃষ্টিৰ বাবে বিভিন্ন কাৰ্যসূচী হাতত লোৱা হৈছে। সংশ্লিষ্ট বিভাগৰ বিষয়াসকলে জনোৱা মতে কাম দ্ৰুতগতিত আগবাঢ়িছে। অসমৰ বিভিন্ন প্ৰান্তত এই সম্পৰ্কে আলোচনা চলি আছে। চৰকাৰে এই বিষয়ত বিশেষ পদক্ষেপ গ্ৰহণ কৰিছে আৰু জনসাধাৰণৰ মাজত সজাগতা সৃষ্টিৰ বাবে বিভিন্ন কাৰ্যসূচী হাতত লোৱা হৈছে। সংশ্লিষ্ট বিভাগৰ বিষয়াসকলে জনোৱা মতে কাম দ্ৰুতগতিত আগবাঢ়িছে। অসমৰ বিভিন্ন প্ৰান্তত এই সম্পৰ্কে আলোচনা চলি আছে। চৰকাৰে এই বিষয়ত বিশেষ পদক্ষেপ গ্ৰহণ কৰিছে আৰু জনসাধাৰণৰ মাজত সজাগতা সৃষ্টিৰ বাবে বিভিন্ন কাৰ্যসূচী হাতত লোৱা হৈছে। সংশ্লিষ্ট বিভাগৰ বিষয়াসকলে জনোৱা মতে কাম দ্ৰুতগতিত আগবাঢ়িছে। অসমৰ বিভিন্ন প্ৰান্তত এই সম্পৰ্কে আলোচনা চলি আছে। চৰকাৰে এই বিষয়ত বিশেষ পদক্ষেপ গ্ৰহণ কৰিছে আৰু জনসাধাৰণৰ মাজত সজাগতা সৃষ্টিৰ বাবে বিভিন্ন কাৰ্যসূচী হাতত লোৱা হৈছে। সংশ্লিষ্ট বিভাগৰ বিষয়াসকলে জনোৱা মতে কাম দ্ৰুতগতিত আগবাঢ়িছে। অসমৰ বিভিন্ন প্ৰান্তত এই সম্পৰ্কে আলোচনা চলি আছে। চৰকাৰে এই বিষয়ত বিশেষ পদক্ষেপ গ্ৰহণ কৰিছে আৰু জনসাধাৰণৰ মাজত সজাগতা সৃষ্টিৰ বাবে বিভিন্ন কাৰ্যসূচী হাতত লোৱা হৈছে। সংশ্লিষ্ট বিভাগৰ বিষয়াসকলে জনোৱা মতে কাম দ্ৰুতগতিত আগবাঢ়িছে। অসমৰ বিভিন্ন প্ৰান্তত এই সম্পৰ্কে আলোচনা চলি আছে। চৰকাৰে এই বিষয়ত বিশেষ পদক্ষেপ গ্ৰহণ কৰিছে আৰু জনসাধাৰণৰ মাজত সজাগতা সৃষ্টিৰ বাবে বিভিন্ন কাৰ্যসূচী হাতত লোৱা হৈছে। সংশ্লিষ্ট বিভাগৰ বিষয়াসকলে জনোৱা মতে কাম দ্ৰুতগতিত আগবাঢ়িছে। অসমৰ বিভিন্ন প্ৰান্তত এই সম্পৰ্কে আলোচনা চলি আছে। চৰকাৰে এই বিষয়ত বিশেষ পদক্ষেপ গ্ৰহণ কৰিছে আৰু জনসাধাৰণৰ মাজত সজাগতা সৃষ্টিৰ বাবে বিভিন্ন কাৰ্যসূচী হাতত লোৱা হৈছে। সংশ্লিষ্ট বিভাগৰ বিষয়াসকলে জনোৱা মতে কাম দ্ৰুতগতিত আগবাঢ়িছে। অসমৰ বিভিন্ন প্ৰান্তত এই সম্পৰ্কে আলোচনা চলি আছে। চৰকাৰে এই বিষয়ত বিশেষ পদক্ষেপ গ্ৰহণ কৰিছে আৰু জনসাধাৰণৰ মাজত সজাগতা সৃষ্টিৰ বাবে বিভিন্ন কাৰ্যসূচী হাতত লোৱা হৈছে। সংশ্লিষ্ট বিভাগৰ বিষয়াসকলে জনোৱা মতে কাম দ্ৰুতগতিত আগবাঢ়িছে। অসমৰ বিভিন্ন প্ৰান্তত এই সম্পৰ্কে আলোচনা চলি আছে। চৰকাৰে এই বিষয়ত বিশেষ পদক্ষেপ গ্ৰহণ কৰিছে আৰু জনসাধাৰণৰ মাজত সজাগতা সৃষ্টিৰ বাবে বিভিন্ন কাৰ্যসূচী হাতত লোৱা হৈছে। সংশ্লিষ্ট বিভাগৰ বিষয়াসকলে জনোৱা মতে কাম দ্ৰুতগতিত আগবাঢ়িছে। অসমৰ বিভিন্ন প্ৰান্তত এই সম্পৰ্কে আলোচনা চলি আছে। চৰকাৰে এই বিষয়ত বিশেষ পদক্ষেপ গ্ৰহণ কৰিছে আৰু জনসাধাৰণৰ মাজত সজাগতা সৃষ্টিৰ বাবে বিভিন্ন কাৰ্যসূচী হাতত লোৱা হৈছে। সংশ্লিষ্ট বিভাগৰ বিষয়াসকলে জনোৱা মতে কাম দ্ৰুতগতিত আগবাঢ়িছে। অসমৰ বিভিন্ন প্ৰান্তত এই সম্পৰ্কে আলোচনা চলি আছে। চৰকাৰে এই বিষয়ত বিশেষ পদক্ষেপ গ্ৰহণ কৰিছে আৰু জনসাধাৰণৰ মাজত সজাগতা সৃষ্টিৰ বাবে বিভিন্ন কাৰ্যসূচী হাতত লোৱা হৈছে। সংশ্লিষ্ট বিভাগৰ বিষয়াসকলে জনোৱা মতে কাম দ্ৰুতগতিত আগবাঢ়িছে। অসমৰ বিভিন্ন প্ৰান্তত এই সম্পৰ্কে আলোচনা চলি আছে। চৰকাৰে এই বিষয়ত বিশেষ পদক্ষেপ গ্ৰহণ কৰিছে আৰু জনসাধাৰণৰ মাজত সজাগতা সৃষ্টিৰ বাবে বিভিন্ন কাৰ্যসূচী হাতত লোৱা হৈছে। সংশ্লিষ্ট বিভাগৰ বিষয়াসকলে জনোৱা মতে কাম দ্ৰুতগতিত আগবাঢ়িছে। অসমৰ বিভিন্ন প্ৰান্তত এই সম্পৰ্কে আলোচনা চলি আছে। চৰকাৰে এই বিষয়ত বিশেষ পদক্ষেপ গ্ৰহণ কৰিছে আৰু জনসাধাৰণৰ মাজত সজাগতা সৃষ্টিৰ বাবে বিভিন্ন কাৰ্যসূচী হাতত লোৱা হৈছে। সংশ্লিষ্ট বিভাগৰ বিষয়াসকলে জনোৱা মতে কাম দ্ৰুতগতিত আগবাঢ়িছে। অসমৰ বিভিন্ন প্ৰান্তত এই সম্পৰ্কে আলোচনা চলি আছে। চৰকাৰে এই বিষয়ত বিশেষ পদক্ষেপ গ্ৰহণ কৰিছে আৰু জনসাধাৰণৰ মাজত সজাগতা সৃষ্টিৰ বাবে বিভিন্ন কাৰ্যসূচী হাতত লোৱা হৈছে। সংশ্লিষ্ট বিভাগৰ বিষয়াসকলে জনোৱা মতে কাম দ্ৰুতগতিত আগবাঢ়িছে।: [8, 61, 120, 359]
divider: [250, 426, 368, 427]
headline-artist: শিল্পী সূৰ্য দাসক 'ফুলগুৰি': [18, 364, 110, 375]
header-date-assamese: গুৱাহাটী, সোমবাৰ, ৪ নৱেম্বৰ, ২০২৪: [8, 11, 91, 17]
divider: [8, 362, 120, 363]
column-2: [126, 44, 244, 694]
headline-growth: ভাৰতত দ্ৰুত গতিত বৃদ্ধি: [131, 45, 239, 58]
divider: [8, 548, 120, 549]
article-body: অসমৰ বিভিন্ন প্ৰান্তত এই সম্পৰ্কে আলোচনা চলি আছে। চৰকাৰে এই বিষয়ত বিশেষ পদক্ষেপ গ্ৰহণ কৰিছে আৰু জনসাধাৰণৰ মাজত সজাগতা সৃষ্টিৰ বাবে বিভিন্ন কাৰ্যসূচী হাতত লোৱা হৈছে। সংশ্লিষ্ট বিভাগৰ বিষয়াসকলে জনোৱা মতে কাম দ্ৰুতগতিত আগবাঢ়িছে। অসমৰ বিভিন্ন প্ৰান্তত এই সম্পৰ্কে আলোচনা চলি আছে। চৰকাৰে এই বিষয়ত বিশেষ পদক্ষেপ গ্ৰহণ কৰিছে আৰু জনসাধাৰণৰ মাজত সজাগতা সৃষ্টিৰ বাবে বিভিন্ন কাৰ্যসূচী হাতত লোৱা হৈছে। সংশ্লিষ্ট বিভাগৰ বিষয়াসকলে জনোৱা মতে কাম দ্ৰুতগতিত আগবাঢ়িছে। অসমৰ বিভিন্ন প্ৰান্তত এই সম্পৰ্কে আলোচনা চলি আছে। চৰকাৰে এই বিষয়ত বিশেষ পদক্ষেপ গ্ৰহণ কৰিছে আৰু জনসাধাৰণৰ মাজত সজাগতা সৃষ্টিৰ বাবে বিভিন্ন কাৰ্যসূচী হাতত লোৱা হৈছে। সংশ্লিষ্ট বিভাগৰ বিষয়াসকলে জনোৱা মতে কাম দ্ৰুতগতিত আগবাঢ়িছে। অসমৰ বিভিন্ন প্ৰান্তত এই সম্পৰ্কে আলোচনা চলি আছে। চৰকাৰে এই বিষয়ত বিশেষ পদক্ষেপ গ্ৰহণ কৰিছে আৰু জনসাধাৰণৰ মাজত সজাগতা সৃষ্টিৰ বাবে বিভিন্ন কাৰ্যসূচী হাতত লোৱা হৈছে। সংশ্লিষ্ট বিভাগৰ বিষয়াসকলে জনোৱা মতে কাম দ্ৰুতগতিত আগবাঢ়িছে। অসমৰ বিভিন্ন প্ৰান্তত এই সম্পৰ্কে আলোচনা চলি আছে। চৰকাৰে এই বিষয়ত বিশেষ পদক্ষেপ গ্ৰহণ কৰিছে আৰু জনসাধাৰণৰ মাজত সজাগতা সৃষ্টিৰ বাবে বিভিন্ন কাৰ্যসূচী হাতত লোৱা হৈছে। সংশ্লিষ্ট বিভাগৰ বিষয়াসকলে জনোৱা মতে কাম দ্ৰুতগতিত আগবাঢ়িছে। অসমৰ বিভিন্ন প্ৰান্তত এই সম্পৰ্কে আলোচনা চলি আছে। চৰকাৰে এই বিষয়ত বিশেষ পদক্ষেপ গ্ৰহণ কৰিছে আৰু জনসাধাৰণৰ মাজত সজাগতা সৃষ্টিৰ বাবে বিভিন্ন কাৰ্যসূচী হাতত লোৱা হৈছে। সংশ্লিষ্ট বিভাগৰ বিষয়াসকলে জনোৱা মতে কাম দ্ৰুতগতিত আগবাঢ়িছে। অসমৰ বিভিন্ন প্ৰান্তত এই সম্পৰ্কে আলোচনা চলি আছে। চৰকাৰে এই বিষয়ত বিশেষ পদক্ষেপ গ্ৰহণ কৰিছে আৰু জনসাধাৰণৰ মাজত সজাগতা সৃষ্টিৰ বাবে বিভিন্ন কাৰ্যসূচী হাতত লোৱা হৈছে। সংশ্লিষ্ট বিভাগৰ বিষয়াসকলে জনোৱা মতে কাম দ্ৰুতগতিত আগবাঢ়িছে। অসমৰ বিভিন্ন প্ৰান্তত এই সম্পৰ্কে আলোচনা চলি আছে। চৰকাৰে এই বিষয়ত বিশেষ পদক্ষেপ গ্ৰহণ কৰিছে আৰু জনসাধাৰণৰ মাজত সজাগতা সৃষ্টিৰ বাবে বিভিন্ন কাৰ্যসূচী হাতত লোৱা হৈছে। সংশ্লিষ্ট বিভাগৰ বিষয়াসকলে জনোৱা মতে কাম দ্ৰুতগতিত আগবাঢ়িছে। অসমৰ বিভিন্ন প্ৰান্তত এই সম্পৰ্কে আলোচনা চলি আছে। চৰকাৰে এই বিষয়ত বিশেষ পদক্ষেপ গ্ৰহণ কৰিছে আৰু জনসাধাৰণৰ মাজত সজাগতা সৃষ্টিৰ বাবে বিভিন্ন কাৰ্যসূচী হাতত লোৱা হৈছে। সংশ্লিষ্ট বিভাগৰ বিষয়াসকলে জনোৱা মতে কাম দ্ৰুতগতিত আগবাঢ়িছে। অসমৰ বিভিন্ন প্ৰান্তত এই সম্পৰ্কে আলোচনা চলি আছে। চৰকাৰে এই বিষয়ত বিশেষ পদক্ষেপ গ্ৰহণ কৰিছে আৰু জনসাধাৰণৰ মাজত সজাগতা সৃষ্টিৰ বাবে বিভিন্ন কাৰ্যসূচী হাতত লোৱা হৈছে। সংশ্লিষ্ট বিভাগৰ বিষয়াসকলে জনোৱা মতে কাম দ্ৰুতগতিত আগবাঢ়িছে। অসমৰ বিভিন্ন প্ৰান্তত এই সম্পৰ্কে আলোচনা চলি আছে। চৰকাৰে এই বিষয়ত বিশেষ পদক্ষেপ গ্ৰহণ কৰিছে আৰু জনসাধাৰণৰ মাজত সজাগতা সৃষ্টিৰ বাবে বিভিন্ন কাৰ্যসূচী হাতত লোৱা হৈছে। সংশ্লিষ্ট বিভাগৰ বিষয়াসকলে জনোৱা মতে কাম দ্ৰুতগতিত আগবাঢ়িছে।: [126, 280, 244, 438]
divider: [126, 264, 244, 265]
headline-corruption: দুৰ্নীতিৰ বিৰুদ্ধে: [162, 563, 208, 573]
divider: [250, 278, 368, 279]
headline-yogi: যোগী আদিত্যনাথক: [266, 45, 352, 58]
section-banner: প্ৰথম পৃষ্ঠাৰ পৰা: [150, 28, 310, 41]
article-body: অসমৰ বিভিন্ন প্ৰান্তত এই সম্পৰ্কে আলোচনা চলি আছে। চৰকাৰে এই বিষয়ত বিশেষ পদক্ষেপ গ্ৰহণ কৰিছে আৰু জনসাধাৰণৰ মাজত সজাগতা সৃষ্টিৰ বাবে বিভিন্ন কাৰ্যসূচী হাতত লোৱা হৈছে। সংশ্লিষ্ট বিভাগৰ বিষয়াসকলে জনোৱা মতে কাম দ্ৰুতগতিত আগবাঢ়িছে। অসমৰ বিভিন্ন প্ৰান্তত এই সম্পৰ্কে আলোচনা চলি আছে। চৰকাৰে এই বিষয়ত বিশেষ পদক্ষেপ গ্ৰহণ কৰিছে আৰু জনসাধাৰণৰ মাজত সজাগতা সৃষ্টিৰ বাবে বিভিন্ন কাৰ্যসূচী হাতত লোৱা হৈছে। সংশ্লিষ্ট বিভাগৰ বিষয়াসকলে জনোৱা মতে কাম দ্ৰুতগতিত আগবাঢ়িছে। অসমৰ বিভিন্ন প্ৰান্তত এই সম্পৰ্কে আলোচনা চলি আছে। চৰকাৰে এই বিষয়ত বিশেষ পদক্ষেপ গ্ৰহণ কৰিছে আৰু জনসাধাৰণৰ মাজত সজাগতা সৃষ্টিৰ বাবে বিভিন্ন কাৰ্যসূচী হাতত লোৱা হৈছে। সংশ্লিষ্ট বিভাগৰ বিষয়াসকলে জনোৱা মতে কাম দ্ৰুতগতিত আগবাঢ়িছে। অসমৰ বিভিন্ন প্ৰান্তত এই সম্পৰ্কে আলোচনা চলি আছে। চৰকাৰে এই বিষয়ত বিশেষ পদক্ষেপ গ্ৰহণ কৰিছে আৰু জনসাধাৰণৰ মাজত সজাগতা সৃষ্টিৰ বাবে বিভিন্ন কাৰ্যসূচী হাতত লোৱা হৈছে। সংশ্লিষ্ট বিভাগৰ বিষয়াসকলে জনোৱা মতে কাম দ্ৰুতগতিত আগবাঢ়িছে। অসমৰ বিভিন্ন প্ৰান্তত এই সম্পৰ্কে আলোচনা চলি আছে। চৰকাৰে এই বিষয়ত বিশেষ পদক্ষেপ গ্ৰহণ কৰিছে আৰু জনসাধাৰণৰ মাজত সজাগতা সৃষ্টিৰ বাবে বিভিন্ন কাৰ্যসূচী হাতত লোৱা হৈছে। সংশ্লিষ্ট বিভাগৰ বিষয়াসকলে জনোৱা মতে কাম দ্ৰুতগতিত আগবাঢ়িছে। অসমৰ বিভিন্ন প্ৰান্তত এই সম্পৰ্কে আলোচনা চলি আছে। চৰকাৰে এই বিষয়ত বিশেষ পদক্ষেপ গ্ৰহণ কৰিছে আৰু জনসাধাৰণৰ মাজত সজাগতা সৃষ্টিৰ বাবে বিভিন্ন কাৰ্যসূচী হাতত লোৱা হৈছে। সংশ্লিষ্ট বিভাগৰ বিষয়াসকলে জনোৱা মতে কাম দ্ৰুতগতিত আগবাঢ়িছে। অসমৰ বিভিন্ন প্ৰান্তত এই সম্পৰ্কে আলোচনা চলি আছে। চৰকাৰে এই বিষয়ত বিশেষ পদক্ষেপ গ্ৰহণ কৰিছে আৰু জনসাধাৰণৰ মাজত সজাগতা সৃষ্টিৰ বাবে বিভিন্ন কাৰ্যসূচী হাতত লোৱা হৈছে। সংশ্লিষ্ট বিভাগৰ বিষয়াসকলে জনোৱা মতে কাম দ্ৰুতগতিত আগবাঢ়িছে।: [374, 367, 492, 467]
headline-srinagar-grenade: শ্ৰীনগৰত পুনৰ গ্ৰেনেড: [392, 472, 474, 483]
headline-anganwadi: প্ৰক্ৰিয়া চলি আছে অংগনবাড়ী কেন্দ্ৰ: [255, 543, 363, 564]
column-1: [8, 44, 120, 825]
article-body: অসমৰ বিভিন্ন প্ৰান্তত এই সম্পৰ্কে আলোচনা চলি আছে। চৰকাৰে এই বিষয়ত বিশেষ পদক্ষেপ গ্ৰহণ কৰিছে আৰু জনসাধাৰণৰ মাজত সজাগতা সৃষ্টিৰ বাবে বিভিন্ন কাৰ্যসূচী হাতত লোৱা হৈছে। সংশ্লিষ্ট বিভাগৰ বিষয়াসকলে জনোৱা মতে কাম দ্ৰুতগতিত আগবাঢ়িছে। অসমৰ বিভিন্ন প্ৰান্তত এই সম্পৰ্কে আলোচনা চলি আছে। চৰকাৰে এই বিষয়ত বিশেষ পদক্ষেপ গ্ৰহণ কৰিছে আৰু জনসাধাৰণৰ মাজত সজাগতা সৃষ্টিৰ বাবে বিভিন্ন কাৰ্যসূচী হাতত লোৱা হৈছে। সংশ্লিষ্ট বিভাগৰ বিষয়াসকলে জনোৱা মতে কাম দ্ৰুতগতিত আগবাঢ়িছে। অসমৰ বিভিন্ন প্ৰান্তত এই সম্পৰ্কে আলোচনা চলি আছে। চৰকাৰে এই বিষয়ত বিশেষ পদক্ষেপ গ্ৰহণ কৰিছে আৰু জনসাধাৰণৰ মাজত সজাগতা সৃষ্টিৰ বাবে বিভিন্ন কাৰ্যসূচী হাতত লোৱা হৈছে। সংশ্লিষ্ট বিভাগৰ বিষয়াসকলে জনোৱা মতে কাম দ্ৰুতগতিত আগবাঢ়িছে। অসমৰ বিভিন্ন প্ৰান্তত এই সম্পৰ্কে আলোচনা চলি আছে। চৰকাৰে এই বিষয়ত বিশেষ পদক্ষেপ গ্ৰহণ কৰিছে আৰু জনসাধাৰণৰ মাজত সজাগতা সৃষ্টিৰ বাবে বিভিন্ন কাৰ্যসূচী হাতত লোৱা হৈছে। সংশ্লিষ্ট বিভাগৰ বিষয়াসকলে জনোৱা মতে কাম দ্ৰুতগতিত আগবাঢ়িছে। অসমৰ বিভিন্ন প্ৰান্তত এই সম্পৰ্কে আলোচনা চলি আছে। চৰকাৰে এই বিষয়ত বিশেষ পদক্ষেপ গ্ৰহণ কৰিছে আৰু জনসাধাৰণৰ মাজত সজাগতা সৃষ্টিৰ বাবে বিভিন্ন কাৰ্যসূচী হাতত লোৱা হৈছে। সংশ্লিষ্ট বিভাগৰ বিষয়াসকলে জনোৱা মতে কাম দ্ৰুতগতিত আগবাঢ়িছে। অসমৰ বিভিন্ন প্ৰান্তত এই সম্পৰ্কে আলোচনা চলি আছে। চৰকাৰে এই বিষয়ত বিশেষ পদক্ষেপ গ্ৰহণ কৰিছে আৰু জনসাধাৰণৰ মাজত সজাগতা সৃষ্টিৰ বাবে বিভিন্ন কাৰ্যসূচী হাতত লোৱা হৈছে। সংশ্লিষ্ট বিভাগৰ বিষয়াসকলে জনোৱা মতে কাম দ্ৰুতগতিত আগবাঢ়িছে। অসমৰ বিভিন্ন প্ৰান্তত এই সম্পৰ্কে আলোচনা চলি আছে। চৰকাৰে এই বিষয়ত বিশেষ পদক্ষেপ গ্ৰহণ কৰিছে আৰু জনসাধাৰণৰ মাজত সজাগতা সৃষ্টিৰ বাবে বিভিন্ন কাৰ্যসূচী হাতত লোৱা হৈছে। সংশ্লিষ্ট বিভাগৰ বিষয়াসকলে জনোৱা মতে কাম দ্ৰুতগতিত আগবাঢ়িছে। অসমৰ বিভিন্ন প্ৰান্তত এই সম্পৰ্কে আলোচনা চলি আছে। চৰকাৰে এই বিষয়ত বিশেষ পদক্ষেপ গ্ৰহণ কৰিছে আৰু জনসাধাৰণৰ মাজত সজাগতা সৃষ্টিৰ বাবে বিভিন্ন কাৰ্যসূচী হাতত লোৱা হৈছে। সংশ্লিষ্ট বিভাগৰ বিষয়াসকলে জনোৱা মতে কাম দ্ৰুতগতিত আগবাঢ়িছে। অসমৰ বিভিন্ন প্ৰান্তত এই সম্পৰ্কে আলোচনা চলি আছে। চৰকাৰে এই বিষয়ত বিশেষ পদক্ষেপ গ্ৰহণ কৰিছে আৰু জনসাধাৰণৰ মাজত সজাগতা সৃষ্টিৰ বাবে বিভিন্ন কাৰ্যসূচী হাতত লোৱা হৈছে। সংশ্লিষ্ট বিভাগৰ বিষয়াসকলে জনোৱা মতে কাম দ্ৰুতগতিত আগবাঢ়িছে।: [8, 378, 120, 545]
headline-republic-day: গণৰাজ্য দিৱসত অতিথি: [141, 267, 229, 278]
headline-air-pollution: দেশত বায়ু প্ৰদূষণত: [398, 353, 468, 364]
article-body: অসমৰ বিভিন্ন প্ৰান্তত এই সম্পৰ্কে আলোচনা চলি আছে। চৰকাৰে এই বিষয়ত বিশেষ পদক্ষেপ গ্ৰহণ কৰিছে আৰু জনসাধাৰণৰ মাজত সজাগতা সৃষ্টিৰ বাবে বিভিন্ন কাৰ্যসূচী হাতত লোৱা হৈছে। সংশ্লিষ্ট বিভাগৰ বিষয়াসকলে জনোৱা মতে কাম দ্ৰুতগতিত আগবাঢ়িছে। অসমৰ বিভিন্ন প্ৰান্তত এই সম্পৰ্কে আলোচনা চলি আছে। চৰকাৰে এই বিষয়ত বিশেষ পদক্ষেপ গ্ৰহণ কৰিছে আৰু জনসাধাৰণৰ মাজত সজাগতা সৃষ্টিৰ বাবে বিভিন্ন কাৰ্যসূচী হাতত লোৱা হৈছে। সংশ্লিষ্ট বিভাগৰ বিষয়াসকলে জনোৱা মতে কাম দ্ৰুতগতিত আগবাঢ়িছে। অসমৰ বিভিন্ন প্ৰান্তত এই সম্পৰ্কে আলোচনা চলি আছে। চৰকাৰে এই বিষয়ত বিশেষ পদক্ষেপ গ্ৰহণ কৰিছে আৰু জনসাধাৰণৰ মাজত সজাগতা সৃষ্টিৰ বাবে বিভিন্ন কাৰ্যসূচী হাতত লোৱা হৈছে। সংশ্লিষ্ট বিভাগৰ বিষয়াসকলে জনোৱা মতে কাম দ্ৰুতগতিত আগবাঢ়িছে। অসমৰ বিভিন্ন প্ৰান্তত এই সম্পৰ্কে আলোচনা চলি আছে। চৰকাৰে এই বিষয়ত বিশেষ পদক্ষেপ গ্ৰহণ কৰিছে আৰু জনসাধাৰণৰ মাজত সজাগতা সৃষ্টিৰ বাবে বিভিন্ন কাৰ্যসূচী হাতত লোৱা হৈছে। সংশ্লিষ্ট বিভাগৰ বিষয়াসকলে জনোৱা মতে কাম দ্ৰুতগতিত আগবাঢ়িছে। অসমৰ বিভিন্ন প্ৰান্তত এই সম্পৰ্কে আলোচনা চলি আছে। চৰকাৰে এই বিষয়ত বিশেষ পদক্ষেপ গ্ৰহণ কৰিছে আৰু জনসাধাৰণৰ মাজত সজাগতা সৃষ্টিৰ বাবে বিভিন্ন কাৰ্যসূচী হাতত লোৱা হৈছে। সংশ্লিষ্ট বিভাগৰ বিষয়াসকলে জনোৱা মতে কাম দ্ৰুতগতিত আগবাঢ়িছে। অসমৰ বিভিন্ন প্ৰান্তত এই সম্পৰ্কে আলোচনা চলি আছে। চৰকাৰে এই বিষয়ত বিশেষ পদক্ষেপ গ্ৰহণ কৰিছে আৰু জনসাধাৰণৰ মাজত সজাগতা সৃষ্টিৰ বাবে বিভিন্ন কাৰ্যসূচী হাতত লোৱা হৈছে। সংশ্লিষ্ট বিভাগৰ বিষয়াসকলে জনোৱা মতে কাম দ্ৰুতগতিত আগবাঢ়িছে।: [250, 453, 368, 538]
page-header: [8, 4, 492, 27]
divider: [374, 470, 492, 471]
article-body: অসমৰ বিভিন্ন প্ৰান্তত এই সম্পৰ্কে আলোচনা চলি আছে। চৰকাৰে এই বিষয়ত বিশেষ পদক্ষেপ গ্ৰহণ কৰিছে আৰু জনসাধাৰণৰ মাজত সজাগতা সৃষ্টিৰ বাবে বিভিন্ন কাৰ্যসূচী হাতত লোৱা হৈছে। সংশ্লিষ্ট বিভাগৰ বিষয়াসকলে জনোৱা মতে কাম দ্ৰুতগতিত আগবাঢ়িছে। অসমৰ বিভিন্ন প্ৰান্তত এই সম্পৰ্কে আলোচনা চলি আছে। চৰকাৰে এই বিষয়ত বিশেষ পদক্ষেপ গ্ৰহণ কৰিছে আৰু জনসাধাৰণৰ মাজত সজাগতা সৃষ্টিৰ বাবে বিভিন্ন কাৰ্যসূচী হাতত লোৱা হৈছে। সংশ্লিষ্ট বিভাগৰ বিষয়াসকলে জনোৱা মতে কাম দ্ৰুতগতিত আগবাঢ়িছে। অসমৰ বিভিন্ন প্ৰান্তত এই সম্পৰ্কে আলোচনা চলি আছে। চৰকাৰে এই বিষয়ত বিশেষ পদক্ষেপ গ্ৰহণ কৰিছে আৰু জনসাধাৰণৰ মাজত সজাগতা সৃষ্টিৰ বাবে বিভিন্ন কাৰ্যসূচী হাতত লোৱা হৈছে। সংশ্লিষ্ট বিভাগৰ বিষয়াসকলে জনোৱা মতে কাম দ্ৰুতগতিত আগবাঢ়িছে। অসমৰ বিভিন্ন প্ৰান্তত এই সম্পৰ্কে আলোচনা চলি আছে। চৰকাৰে এই বিষয়ত বিশেষ পদক্ষেপ গ্ৰহণ কৰিছে আৰু জনসাধাৰণৰ মাজত সজাগতা সৃষ্টিৰ বাবে বিভিন্ন কাৰ্যসূচী হাতত লোৱা হৈছে। সংশ্লিষ্ট বিভাগৰ বিষয়াসকলে জনোৱা মতে কাম দ্ৰুতগতিত আগবাঢ়িছে। অসমৰ বিভিন্ন প্ৰান্তত এই সম্পৰ্কে আলোচনা চলি আছে। চৰকাৰে এই বিষয়ত বিশেষ পদক্ষেপ গ্ৰহণ কৰিছে আৰু জনসাধাৰণৰ মাজত সজাগতা সৃষ্টিৰ বাবে বিভিন্ন কাৰ্যসূচী হাতত লোৱা হৈছে। সংশ্লিষ্ট বিভাগৰ বিষয়াসকলে জনোৱা মতে কাম দ্ৰুতগতিত আগবাঢ়িছে। অসমৰ বিভিন্ন প্ৰান্তত এই সম্পৰ্কে আলোচনা চলি আছে। চৰকাৰে এই বিষয়ত বিশেষ পদক্ষেপ গ্ৰহণ কৰিছে আৰু জনসাধাৰণৰ মাজত সজাগতা সৃষ্টিৰ বাবে বিভিন্ন কাৰ্যসূচী হাতত লোৱা হৈছে। সংশ্লিষ্ট বিভাগৰ বিষয়াসকলে জনোৱা মতে কাম দ্ৰুতগতিত আগবাঢ়িছে। অসমৰ বিভিন্ন প্ৰান্তত এই সম্পৰ্কে আলোচনা চলি আছে। চৰকাৰে এই বিষয়ত বিশেষ পদক্ষেপ গ্ৰহণ কৰিছে আৰু জনসাধাৰণৰ মাজত সজাগতা সৃষ্টিৰ বাবে বিভিন্ন কাৰ্যসূচী হাতত লোৱা হৈছে। সংশ্লিষ্ট বিভাগৰ বিষয়াসকলে জনোৱা মতে কাম দ্ৰুতগতিত আগবাঢ়িছে। অসমৰ বিভিন্ন প্ৰান্তত এই সম্পৰ্কে আলোচনা চলি আছে। চৰকাৰে এই বিষয়ত বিশেষ পদক্ষেপ গ্ৰহণ কৰিছে আৰু জনসাধাৰণৰ মাজত সজাগতা সৃষ্টিৰ বাবে বিভিন্ন কাৰ্যসূচী হাতত লোৱা হৈছে। সংশ্লিষ্ট বিভাগৰ বিষয়াসকলে জনোৱা মতে কাম দ্ৰুতগতিত আগবাঢ়িছে। অসমৰ বিভিন্ন প্ৰান্তত এই সম্পৰ্কে আলোচনা চলি আছে। চৰকাৰে এই বিষয়ত বিশেষ পদক্ষেপ গ্ৰহণ কৰিছে আৰু জনসাধাৰণৰ মাজত সজাগতা সৃষ্টিৰ বাবে বিভিন্ন কাৰ্যসূচী হাতত লোৱা হৈছে। সংশ্লিষ্ট বিভাগৰ বিষয়াসকলে জনোৱা মতে কাম দ্ৰুতগতিত আগবাঢ়িছে। অসমৰ বিভিন্ন প্ৰান্তত এই সম্পৰ্কে আলোচনা চলি আছে। চৰকাৰে এই বিষয়ত বিশেষ পদক্ষেপ গ্ৰহণ কৰিছে আৰু জনসাধাৰণৰ মাজত সজাগতা সৃষ্টিৰ বাবে বিভিন্ন কাৰ্যসূচী হাতত লোৱা হৈছে। সংশ্লিষ্ট বিভাগৰ বিষয়াসকলে জনোৱা মতে কাম দ্ৰুতগতিত আগবাঢ়িছে।: [8, 565, 120, 751]
newspaper-masthead: [118, 5, 342, 26]
header-date-english: [342, 5, 492, 26]
divider: [250, 541, 368, 542]
article-body: অসমৰ বিভিন্ন প্ৰান্তত এই সম্পৰ্কে আলোচনা চলি আছে। চৰকাৰে এই বিষয়ত বিশেষ পদক্ষেপ গ্ৰহণ কৰিছে আৰু জনসাধাৰণৰ মাজত সজাগতা সৃষ্টিৰ বাবে বিভিন্ন কাৰ্যসূচী হাতত লোৱা হৈছে। সংশ্লিষ্ট বিভাগৰ বিষয়াসকলে জনোৱা মতে কাম দ্ৰুতগতিত আগবাঢ়িছে। অসমৰ বিভিন্ন প্ৰান্তত এই সম্পৰ্কে আলোচনা চলি আছে। চৰকাৰে এই বিষয়ত বিশেষ পদক্ষেপ গ্ৰহণ কৰিছে আৰু জনসাধাৰণৰ মাজত সজাগতা সৃষ্টিৰ বাবে বিভিন্ন কাৰ্যসূচী হাতত লোৱা হৈছে। সংশ্লিষ্ট বিভাগৰ বিষয়াসকলে জনোৱা মতে কাম দ্ৰুতগতিত আগবাঢ়িছে। অসমৰ বিভিন্ন প্ৰান্তত এই সম্পৰ্কে আলোচনা চলি আছে। চৰকাৰে এই বিষয়ত বিশেষ পদক্ষেপ গ্ৰহণ কৰিছে আৰু জনসাধাৰণৰ মাজত সজাগতা সৃষ্টিৰ বাবে বিভিন্ন কাৰ্যসূচী হাতত লোৱা হৈছে। সংশ্লিষ্ট বিভাগৰ বিষয়াসকলে জনোৱা মতে কাম দ্ৰুতগতিত আগবাঢ়িছে। অসমৰ বিভিন্ন প্ৰান্তত এই সম্পৰ্কে আলোচনা চলি আছে। চৰকাৰে এই বিষয়ত বিশেষ পদক্ষেপ গ্ৰহণ কৰিছে আৰু জনসাধাৰণৰ মাজত সজাগতা সৃষ্টিৰ বাবে বিভিন্ন কাৰ্যসূচী হাতত লোৱা হৈছে। সংশ্লিষ্ট বিভাগৰ বিষয়াসকলে জনোৱা মতে কাম দ্ৰুতগতিত আগবাঢ়িছে।: [250, 567, 368, 624]
article-body: অসমৰ বিভিন্ন প্ৰান্তত এই সম্পৰ্কে আলোচনা চলি আছে। চৰকাৰে এই বিষয়ত বিশেষ পদক্ষেপ গ্ৰহণ কৰিছে আৰু জনসাধাৰণৰ মাজত সজাগতা সৃষ্টিৰ বাবে বিভিন্ন কাৰ্যসূচী হাতত লোৱা হৈছে। সংশ্লিষ্ট বিভাগৰ বিষয়াসকলে জনোৱা মতে কাম দ্ৰুতগতিত আগবাঢ়িছে। অসমৰ বিভিন্ন প্ৰান্তত এই সম্পৰ্কে আলোচনা চলি আছে। চৰকাৰে এই বিষয়ত বিশেষ পদক্ষেপ গ্ৰহণ কৰিছে আৰু জনসাধাৰণৰ মাজত সজাগতা সৃষ্টিৰ বাবে বিভিন্ন কাৰ্যসূচী হাতত লোৱা হৈছে। সংশ্লিষ্ট বিভাগৰ বিষয়াসকলে জনোৱা মতে কাম দ্ৰুতগতিত আগবাঢ়িছে। অসমৰ বিভিন্ন প্ৰান্তত এই সম্পৰ্কে আলোচনা চলি আছে। চৰকাৰে এই বিষয়ত বিশেষ পদক্ষেপ গ্ৰহণ কৰিছে আৰু জনসাধাৰণৰ মাজত সজাগতা সৃষ্টিৰ বাবে বিভিন্ন কাৰ্যসূচী হাতত লোৱা হৈছে। সংশ্লিষ্ট বিভাগৰ বিষয়াসকলে জনোৱা মতে কাম দ্ৰুতগতিত আগবাঢ়িছে। অসমৰ বিভিন্ন প্ৰান্তত এই সম্পৰ্কে আলোচনা চলি আছে। চৰকাৰে এই বিষয়ত বিশেষ পদক্ষেপ গ্ৰহণ কৰিছে আৰু জনসাধাৰণৰ মাজত সজাগতা সৃষ্টিৰ বাবে বিভিন্ন কাৰ্যসূচী হাতত লোৱা হৈছে। সংশ্লিষ্ট বিভাগৰ বিষয়াসকলে জনোৱা মতে কাম দ্ৰুতগতিত আগবাঢ়িছে। অসমৰ বিভিন্ন প্ৰান্তত এই সম্পৰ্কে আলোচনা চলি আছে। চৰকাৰে এই বিষয়ত বিশেষ পদক্ষেপ গ্ৰহণ কৰিছে আৰু জনসাধাৰণৰ মাজত সজাগতা সৃষ্টিৰ বাবে বিভিন্ন কাৰ্যসূচী হাতত লোৱা হৈছে। সংশ্লিষ্ট বিভাগৰ বিষয়াসকলে জনোৱা মতে কাম দ্ৰুতগতিত আগবাঢ়িছে। অসমৰ বিভিন্ন প্ৰান্তত এই সম্পৰ্কে আলোচনা চলি আছে। চৰকাৰে এই বিষয়ত বিশেষ পদক্ষেপ গ্ৰহণ কৰিছে আৰু জনসাধাৰণৰ মাজত সজাগতা সৃষ্টিৰ বাবে বিভিন্ন কাৰ্যসূচী হাতত লোৱা হৈছে। সংশ্লিষ্ট বিভাগৰ বিষয়াসকলে জনোৱা মতে কাম দ্ৰুতগতিত আগবাঢ়িছে। অসমৰ বিভিন্ন প্ৰান্তত এই সম্পৰ্কে আলোচনা চলি আছে। চৰকাৰে এই বিষয়ত বিশেষ পদক্ষেপ গ্ৰহণ কৰিছে আৰু জনসাধাৰণৰ মাজত সজাগতা সৃষ্টিৰ বাবে বিভিন্ন কাৰ্যসূচী হাতত লোৱা হৈছে। সংশ্লিষ্ট বিভাগৰ বিষয়াসকলে জনোৱা মতে কাম দ্ৰুতগতিত আগবাঢ়িছে।: [126, 457, 244, 557]
headline-us-election: আমেৰিকাৰ নিৰ্বাচনত: [146, 443, 224, 454]
page-number: ৭: [475, 5, 492, 26]
divider: [126, 441, 244, 442]
